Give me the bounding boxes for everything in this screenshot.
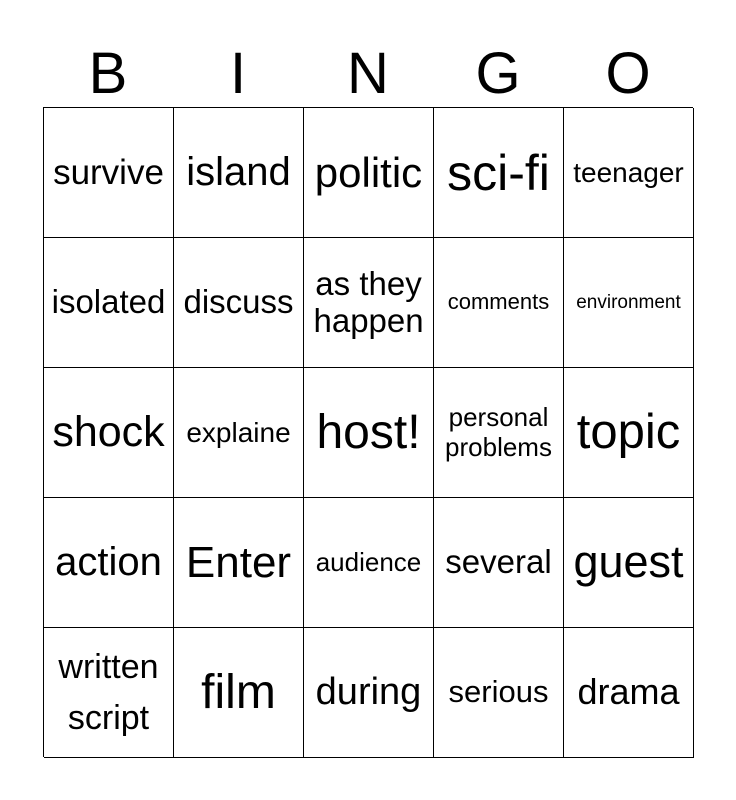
cell-text: island [186, 150, 291, 195]
cell-text: discuss [183, 283, 294, 321]
header-letter-o: O [605, 41, 651, 106]
bingo-cell[interactable] [434, 108, 564, 238]
bingo-cell[interactable] [44, 108, 174, 238]
bingo-cell[interactable] [564, 238, 694, 368]
bingo-cell[interactable] [174, 238, 304, 368]
bingo-cell[interactable] [44, 498, 174, 628]
bingo-cell[interactable] [44, 238, 174, 368]
bingo-cell[interactable] [44, 628, 174, 758]
cell-text: shock [52, 408, 165, 457]
bingo-cell[interactable] [174, 368, 304, 498]
bingo-cell[interactable] [434, 498, 564, 628]
cell-text: as they happen [313, 264, 424, 339]
cell-text: politic [314, 148, 423, 196]
bingo-grid [43, 107, 693, 757]
cell-text: host! [316, 405, 421, 459]
cell-text: film [201, 665, 276, 719]
bingo-cell[interactable] [174, 498, 304, 628]
bingo-header [43, 42, 693, 106]
cell-text: guest [573, 536, 684, 588]
bingo-cell[interactable] [564, 498, 694, 628]
bingo-cell[interactable] [174, 108, 304, 238]
bingo-cell[interactable] [564, 368, 694, 498]
bingo-cell[interactable] [304, 368, 434, 498]
cell-text: audience [315, 546, 422, 577]
cell-text: Enter [185, 537, 292, 587]
cell-text: during [315, 671, 422, 714]
cell-text: written script [58, 647, 159, 737]
cell-text: serious [448, 674, 549, 710]
cell-text: explaine [186, 416, 291, 448]
bingo-cell[interactable] [564, 108, 694, 238]
bingo-cell[interactable] [434, 238, 564, 368]
bingo-cell[interactable] [434, 628, 564, 758]
bingo-cell[interactable] [564, 628, 694, 758]
cell-text: topic [576, 405, 681, 460]
bingo-cell[interactable] [304, 238, 434, 368]
header-letter-g: G [475, 41, 521, 106]
bingo-cell[interactable] [44, 368, 174, 498]
cell-text: environment [576, 291, 681, 313]
cell-text: action [55, 540, 162, 585]
cell-text: comments [447, 289, 550, 315]
cell-text: drama [577, 671, 680, 713]
cell-text: teenager [573, 156, 684, 188]
bingo-cell[interactable] [434, 368, 564, 498]
cell-text: isolated [51, 283, 166, 321]
bingo-cell[interactable] [304, 498, 434, 628]
header-letter-n: N [347, 41, 389, 106]
cell-text: survive [53, 152, 164, 192]
cell-text: personal problems [445, 402, 552, 462]
bingo-cell[interactable] [304, 108, 434, 238]
cell-text: several [445, 543, 552, 581]
bingo-cell[interactable] [174, 628, 304, 758]
cell-text: sci-fi [447, 144, 550, 201]
header-letter-i: I [229, 41, 247, 106]
bingo-cell[interactable] [304, 628, 434, 758]
header-letter-b: B [88, 41, 128, 106]
